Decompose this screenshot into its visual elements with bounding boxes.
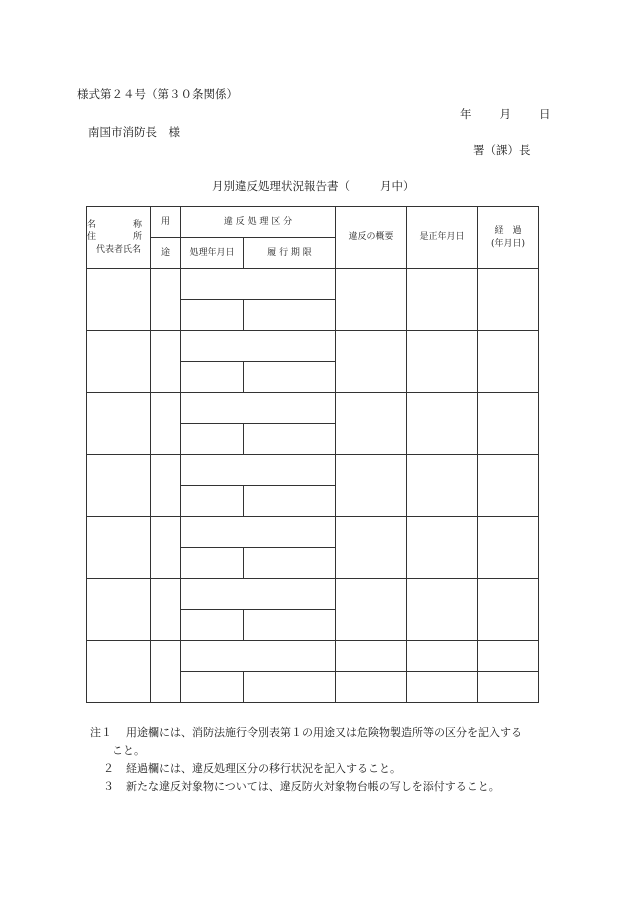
note-item	[90, 724, 570, 742]
note-text: 用途欄には、消防法施行令別表第１の用途又は危険物製造所等の区分を記入する	[126, 726, 522, 739]
cell-name	[87, 455, 151, 517]
addressee: 南国市消防長 様	[88, 125, 180, 139]
cell-progress	[478, 579, 539, 641]
cell-usage	[151, 331, 181, 393]
note-item	[90, 778, 570, 796]
cell-correction-date	[407, 455, 478, 517]
cell-usage	[151, 641, 181, 703]
header-usage-bottom: 途	[151, 238, 181, 269]
cell-violation-summary	[336, 579, 407, 641]
cell-violation-category	[181, 331, 336, 362]
cell-usage	[151, 579, 181, 641]
cell-violation-category	[181, 393, 336, 424]
cell-name	[87, 269, 151, 331]
table-row	[87, 393, 539, 424]
cell-violation-category	[181, 579, 336, 610]
cell-performance-deadline	[244, 672, 336, 703]
cell-name	[87, 579, 151, 641]
table-row	[87, 517, 539, 548]
cell-usage	[151, 517, 181, 579]
table-row	[87, 641, 539, 672]
cell-processing-date	[181, 362, 244, 393]
cell-usage	[151, 393, 181, 455]
header-correction-date: 是正年月日	[407, 207, 478, 269]
cell-correction-date	[407, 517, 478, 579]
header-name-address-rep: 名 称 住 所 代表者氏名	[87, 207, 151, 269]
cell-performance-deadline	[244, 424, 336, 455]
table-row	[87, 455, 539, 486]
title-suffix: 月中）	[380, 179, 415, 193]
date-day: 日	[539, 107, 551, 121]
table-row	[87, 331, 539, 362]
cell-processing-date	[181, 672, 244, 703]
cell-processing-date	[181, 424, 244, 455]
cell-processing-date	[181, 610, 244, 641]
cell-usage	[151, 455, 181, 517]
note-number: ２	[103, 762, 114, 775]
cell-violation-category	[181, 517, 336, 548]
report-table	[86, 206, 539, 703]
cell-violation-summary	[336, 455, 407, 517]
title-prefix: 月別違反処理状況報告書（	[212, 179, 350, 193]
cell-correction-date	[407, 672, 478, 703]
header-progress: 経 過 (年月日)	[478, 207, 539, 269]
note-text: 経過欄には、違反処理区分の移行状況を記入すること。	[126, 762, 401, 775]
header-processing-date: 処理年月日	[181, 238, 244, 269]
cell-processing-date	[181, 548, 244, 579]
date-month: 月	[499, 107, 511, 121]
cell-name	[87, 641, 151, 703]
cell-performance-deadline	[244, 486, 336, 517]
date-line	[460, 106, 551, 122]
cell-performance-deadline	[244, 362, 336, 393]
cell-processing-date	[181, 486, 244, 517]
cell-name	[87, 331, 151, 393]
cell-progress	[478, 517, 539, 579]
cell-correction-date	[407, 579, 478, 641]
cell-correction-date	[407, 393, 478, 455]
cell-violation-category	[181, 269, 336, 300]
cell-name	[87, 517, 151, 579]
cell-name	[87, 393, 151, 455]
table-row	[87, 269, 539, 300]
cell-performance-deadline	[244, 548, 336, 579]
cell-correction-date	[407, 269, 478, 331]
cell-processing-date	[181, 300, 244, 331]
cell-progress	[478, 641, 539, 672]
form-number: 様式第２４号（第３０条関係）	[77, 87, 238, 101]
sender: 署（課）長	[473, 143, 531, 157]
cell-correction-date	[407, 641, 478, 672]
notes	[90, 724, 570, 796]
cell-violation-summary	[336, 269, 407, 331]
cell-performance-deadline	[244, 610, 336, 641]
cell-violation-category	[181, 455, 336, 486]
note-number: ３	[103, 780, 114, 793]
note-label: 注１	[90, 726, 112, 739]
cell-progress	[478, 393, 539, 455]
table-row	[87, 579, 539, 610]
cell-violation-summary	[336, 641, 407, 672]
cell-progress	[478, 455, 539, 517]
header-usage-top: 用	[151, 207, 181, 238]
cell-progress	[478, 269, 539, 331]
cell-performance-deadline	[244, 300, 336, 331]
cell-progress	[478, 331, 539, 393]
cell-violation-summary	[336, 331, 407, 393]
note-continuation: こと。	[112, 744, 145, 757]
cell-violation-summary	[336, 393, 407, 455]
header-violation-category: 違 反 処 理 区 分	[181, 207, 336, 238]
header-violation-summary: 違反の概要	[336, 207, 407, 269]
cell-violation-summary	[336, 517, 407, 579]
header-performance-deadline: 履 行 期 限	[244, 238, 336, 269]
cell-violation-category	[181, 641, 336, 672]
date-year: 年	[460, 107, 472, 121]
note-item	[90, 760, 570, 778]
page-title	[212, 178, 415, 194]
cell-usage	[151, 269, 181, 331]
note-text: 新たな違反対象物については、違反防火対象物台帳の写しを添付すること。	[126, 780, 500, 793]
cell-correction-date	[407, 331, 478, 393]
cell-progress	[478, 672, 539, 703]
cell-violation-summary	[336, 672, 407, 703]
